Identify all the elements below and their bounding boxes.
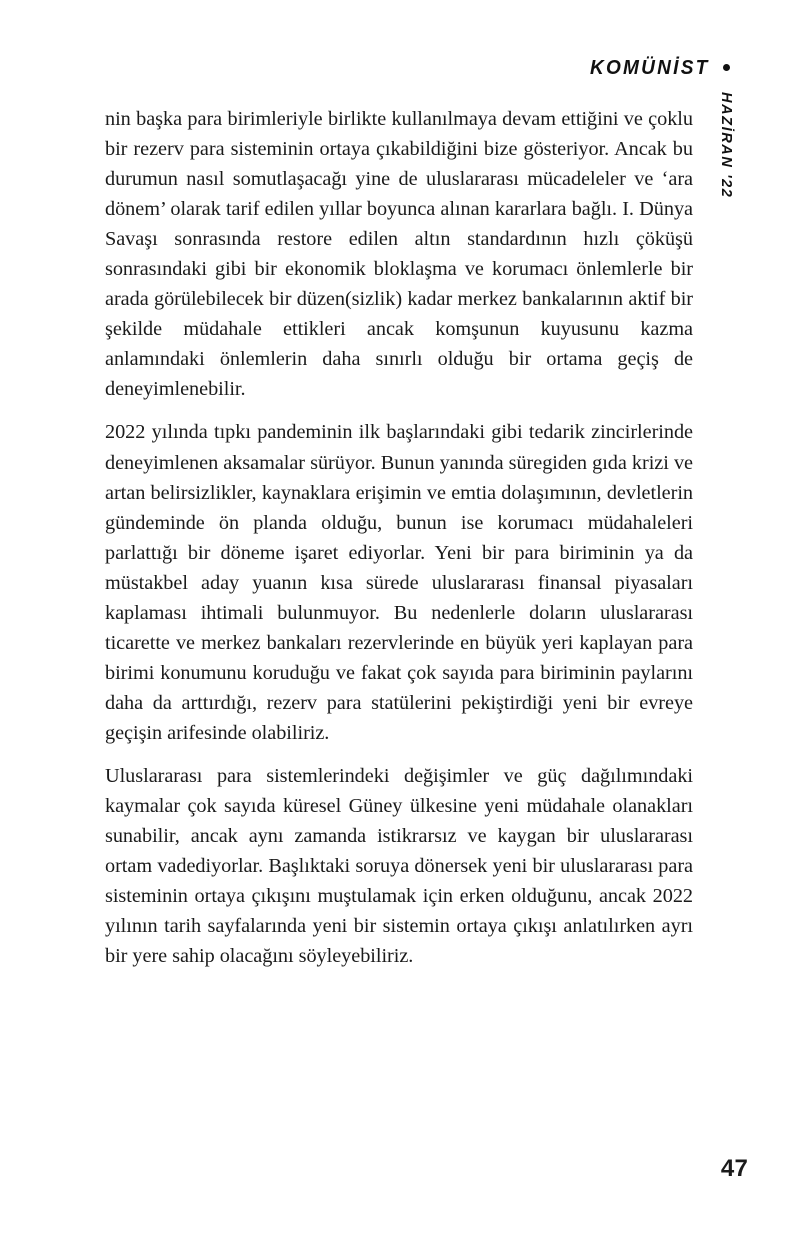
body-paragraph: nin başka para birimleriyle birlikte kullanılmaya devam ettiğini ve çoklu bir rezerv para sisteminin ortaya çıkabildiğini bize gösteriyor. Ancak bu durumun nasıl somutlaşacağı yine de uluslararası mücadeleler ve ‘ara dönem’ olarak tarif edilen yıllar boyunca alınan kararlara bağlı. I. Dünya Savaşı sonrasında restore edilen altın standardının hızlı çöküşü sonrasındaki gibi bir ekonomik bloklaşma ve korumacı önlemlerle bir arada görülebilecek bir düzen(sizlik) kadar merkez bankalarının aktif bir şekilde müdahale ettikleri ancak komşunun kuyusunu kazma anlamındaki önlemlerin daha sınırlı olduğu bir ortama geçiş de deneyimlenebilir. <box>105 108 693 401</box>
body-paragraph: Uluslararası para sistemlerindeki değişimler ve güç dağılımındaki kaymalar çok sayıda küresel Güney ülkesine yeni müdahale olanakları sunabilir, ancak aynı zamanda istikrarsız ve kaygan bir uluslararası ortam vadediyorlar. Başlıktaki soruya dönersek yeni bir uluslararası para sisteminin ortaya çıkışını muştulamak için erken olduğunu, ancak 2022 yılının tarih sayfalarında yeni bir sistemin ortaya çıkışı anlatılırken ayrı bir yere sahip olacağını söyleyebiliriz. <box>105 764 693 968</box>
bullet-dot-icon <box>723 64 730 71</box>
body-text-column <box>105 104 693 971</box>
masthead-title: KOMÜNİST <box>590 56 710 79</box>
masthead <box>581 56 730 80</box>
page-number: 47 <box>720 1155 748 1182</box>
issue-date-label: HAZİRAN '22 <box>718 92 734 199</box>
issue-date <box>718 92 746 222</box>
body-paragraph: 2022 yılında tıpkı pandeminin ilk başlarındaki gibi tedarik zincirlerinde deneyimlenen aksamalar sürüyor. Bunun yanında süregiden gıda krizi ve artan belirsizlikler, kaynaklara erişimin ve emtia dolaşımının, devletlerin gündeminde ön planda olduğu, bunun ise korumacı müdahaleleri parlattığı bir döneme işaret ediyorlar. Yeni bir para biriminin ya da müstakbel aday yuanın kısa sürede uluslararası finansal piyasaları kaplaması ihtimali bulunmuyor. Bu nedenlerle doların uluslararası ticarette ve merkez bankaları rezervlerinde en büyük yeri kaplayan para birimi konumunu koruduğu ve fakat çok sayıda para biriminin paylarını daha da arttırdığı, rezerv para statülerini pekiştirdiği yeni bir evreye geçişin arifesinde olabiliriz. <box>105 421 693 744</box>
running-head <box>0 56 798 96</box>
